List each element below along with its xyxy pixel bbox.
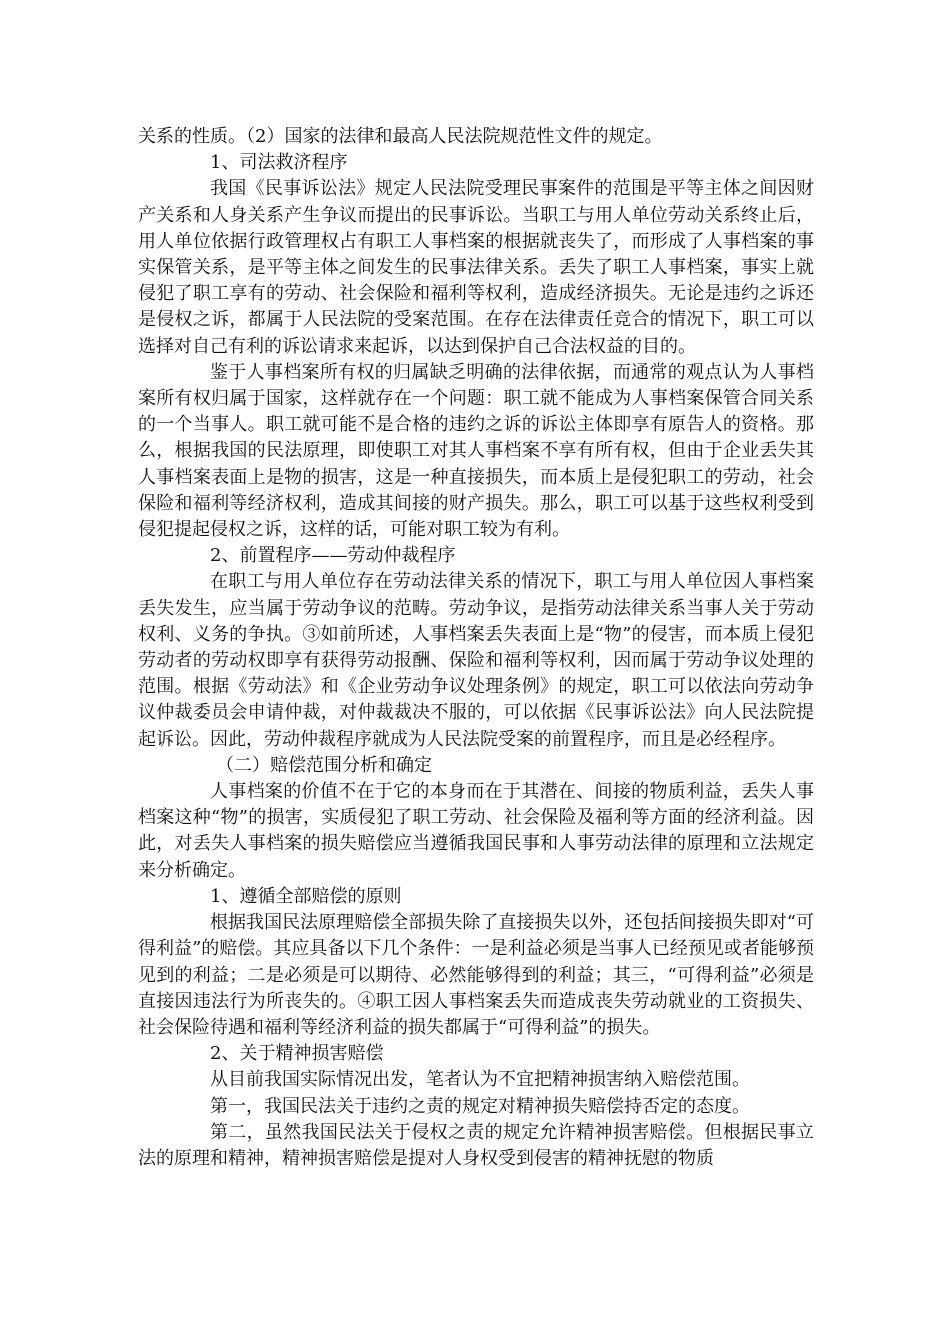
section-heading: （二）赔偿范围分析和确定	[216, 754, 432, 776]
paragraph: 从目前我国实际情况出发，笔者认为不宜把精神损害纳入赔偿范围。	[210, 1069, 750, 1091]
paragraph: 第二，虽然我国民法关于侵权之责的规定允许精神损害赔偿。但根据民事立法的原理和精神，精神损害赔偿是提对人身权受到侵害的精神抚慰的物质	[138, 1121, 814, 1169]
section-heading: 2、关于精神损害赔偿	[210, 1043, 384, 1065]
paragraph: 在职工与用人单位存在劳动法律关系的情况下，职工与用人单位因人事档案丢失发生，应当属于劳动争议的范畴。劳动争议，是指劳动法律关系当事人关于劳动权利、义务的争执。③如前所述，人事档案丢失表面上是“物”的侵害，而本质上侵犯劳动者的劳动权即享有获得劳动报酬、保险和福利等权利，因而属于劳动争议处理的范围。根据《劳动法》和《企业劳动争议处理条例》的规定，职工可以依法向劳动争议仲裁委员会申请仲裁，对仲裁裁决不服的，可以依据《民事诉讼法》向人民法院提起诉讼。因此，劳动仲裁程序就成为人民法院受案的前置程序，而且是必经程序。	[138, 571, 814, 750]
document-page	[138, 124, 814, 1172]
section-heading: 1、遵循全部赔偿的原则	[210, 885, 402, 907]
paragraph: 第一，我国民法关于违约之责的规定对精神损失赔偿持否定的态度。	[210, 1095, 750, 1117]
section-heading: 2、前置程序——劳动仲裁程序	[210, 545, 456, 567]
paragraph: 人事档案的价值不在于它的本身而在于其潜在、间接的物质利益，丢失人事档案这种“物”的损害，实质侵犯了职工劳动、社会保险及福利等方面的经济利益。因此，对丢失人事档案的损失赔偿应当遵循我国民事和人事劳动法律的原理和立法规定来分析确定。	[138, 781, 814, 881]
paragraph: 关系的性质。（2）国家的法律和最高人民法院规范性文件的规定。	[138, 126, 663, 147]
paragraph: 根据我国民法原理赔偿全部损失除了直接损失以外，还包括间接损失即对“可得利益”的赔偿。其应具备以下几个条件：一是利益必须是当事人已经预见或者能够预见到的利益；二是必须是可以期待、必然能够得到的利益；其三，“可得利益”必须是直接因违法行为所丧失的。④职工因人事档案丢失而造成丧失劳动就业的工资损失、社会保险待遇和福利等经济利益的损失都属于“可得利益”的损失。	[138, 912, 814, 1038]
paragraph: 我国《民事诉讼法》规定人民法院受理民事案件的范围是平等主体之间因财产关系和人身关系产生争议而提出的民事诉讼。当职工与用人单位劳动关系终止后，用人单位依据行政管理权占有职工人事档案的根据就丧失了，而形成了人事档案的事实保管关系，是平等主体之间发生的民事法律关系。丢失了职工人事档案，事实上就侵犯了职工享有的劳动、社会保险和福利等权利，造成经济损失。无论是违约之诉还是侵权之诉，都属于人民法院的受案范围。在存在法律责任竞合的情况下，职工可以选择对自己有利的诉讼请求来起诉，以达到保护自己合法权益的目的。	[138, 178, 814, 357]
paragraph: 鉴于人事档案所有权的归属缺乏明确的法律依据，而通常的观点认为人事档案所有权归属于国家，这样就存在一个问题：职工就不能成为人事档案保管合同关系的一个当事人。职工就可能不是合格的违约之诉的诉讼主体即享有原告人的资格。那么，根据我国的民法原理，即使职工对其人事档案不享有所有权，但由于企业丢失其人事档案表面上是物的损害，这是一种直接损失，而本质上是侵犯职工的劳动，社会保险和福利等经济权利，造成其间接的财产损失。那么，职工可以基于这些权利受到侵犯提起侵权之诉，这样的话，可能对职工较为有利。	[138, 361, 814, 541]
section-heading: 1、司法救济程序	[210, 152, 348, 174]
